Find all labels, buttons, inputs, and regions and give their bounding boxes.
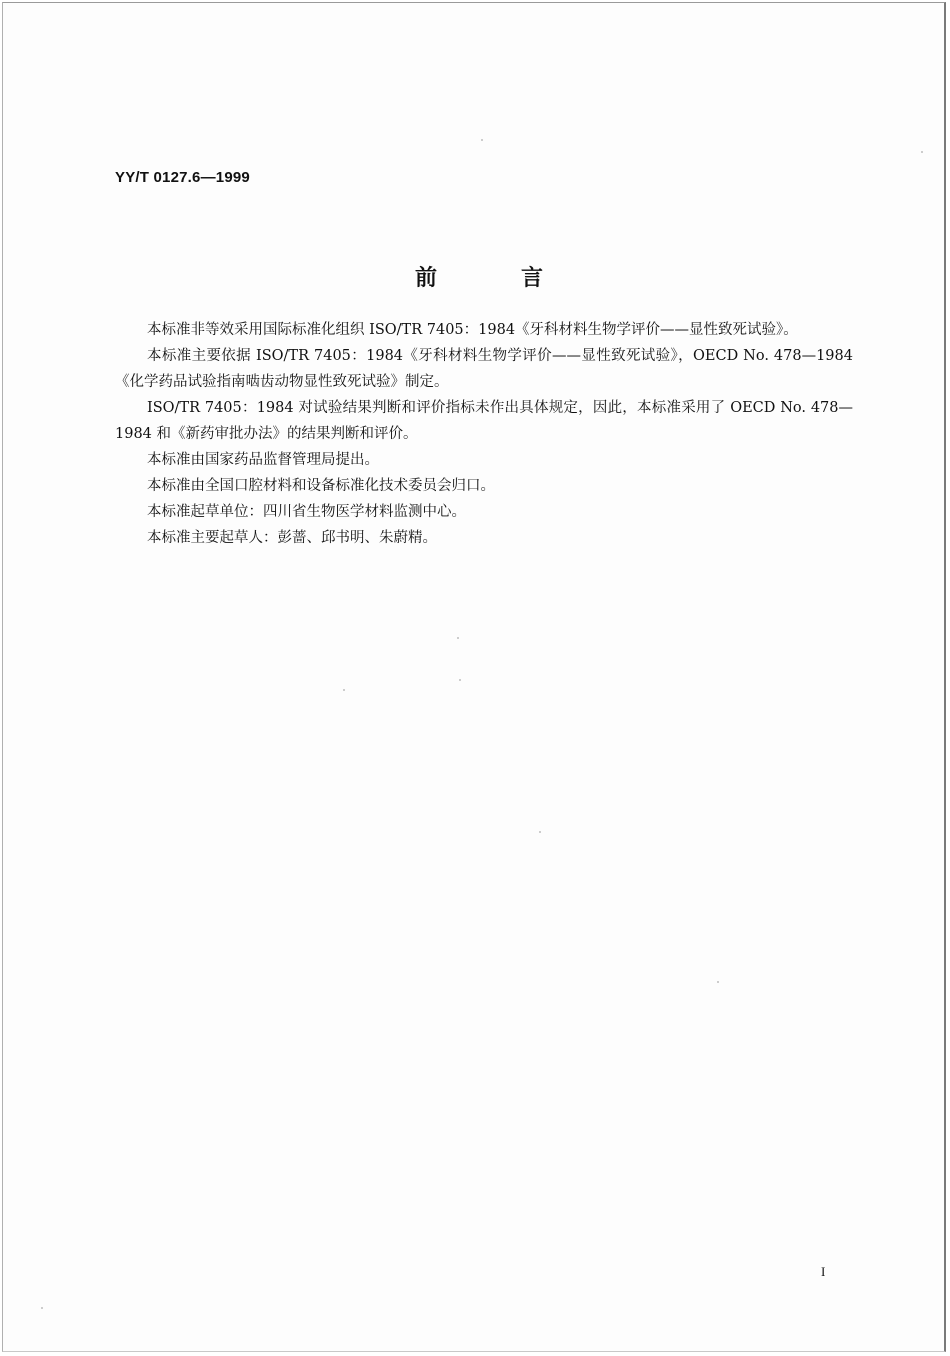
scan-speck — [459, 679, 461, 681]
standard-code: YY/T 0127.6—1999 — [115, 169, 250, 186]
document-page — [2, 2, 946, 1352]
paragraph-evaluation: ISO/TR 7405：1984 对试验结果判断和评价指标未作出具体规定，因此，本标准采用了 OECD No. 478—1984 和《新药审批办法》的结果判断和评价。 — [115, 400, 853, 442]
paragraph-drafters: 本标准主要起草人：彭蔷、邱书明、朱蔚精。 — [147, 530, 437, 546]
scan-speck — [481, 139, 483, 141]
page-title: 前言 — [414, 266, 627, 291]
foreword-body — [115, 317, 853, 551]
page-number: I — [821, 1264, 826, 1279]
paragraph-adoption: 本标准非等效采用国际标准化组织 ISO/TR 7405：1984《牙科材料生物学评价——显性致死试验》。 — [147, 322, 798, 338]
paragraph-proposer: 本标准由国家药品监督管理局提出。 — [147, 452, 379, 468]
scan-speck — [457, 637, 459, 639]
scan-speck — [343, 689, 345, 691]
scan-speck — [41, 1307, 43, 1309]
scan-speck — [921, 151, 923, 153]
paragraph-committee: 本标准由全国口腔材料和设备标准化技术委员会归口。 — [147, 478, 495, 494]
paragraph-basis: 本标准主要依据 ISO/TR 7405：1984《牙科材料生物学评价——显性致死试验》，OECD No. 478—1984《化学药品试验指南啮齿动物显性致死试验》制定。 — [115, 348, 853, 390]
scan-speck — [717, 981, 719, 983]
paragraph-drafting-unit: 本标准起草单位：四川省生物医学材料监测中心。 — [147, 504, 466, 520]
scan-speck — [539, 831, 541, 833]
